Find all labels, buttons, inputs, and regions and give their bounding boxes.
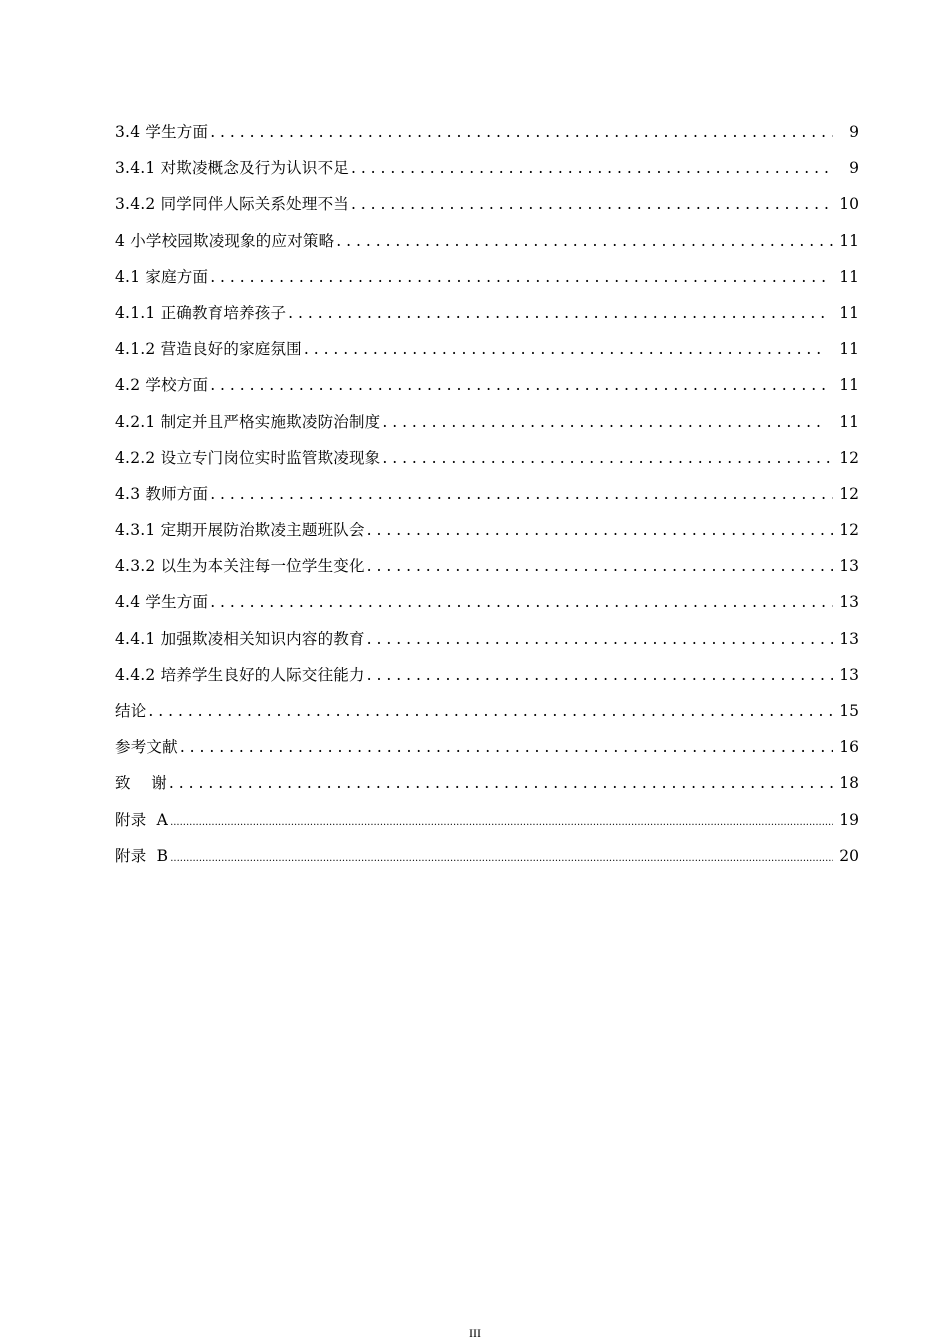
toc-leader: [169, 769, 833, 797]
toc-entry-page: 11: [839, 267, 859, 286]
toc-entry[interactable]: [115, 769, 859, 805]
toc-leader: [367, 516, 833, 544]
toc-leader: [170, 842, 833, 873]
toc-leader: [382, 408, 825, 436]
table-of-contents: [115, 118, 859, 882]
toc-entry-label: 附录 A: [115, 810, 169, 829]
toc-entry-page: 11: [839, 231, 859, 250]
toc-entry[interactable]: [115, 335, 859, 371]
toc-entry-label: 参考文献: [115, 738, 178, 757]
toc-entry-page: 19: [839, 810, 859, 829]
toc-entry[interactable]: [115, 842, 859, 882]
toc-entry-page: 9: [849, 159, 859, 178]
toc-entry-label: 致 谢: [115, 774, 167, 793]
toc-entry-label: 4.3.2 以生为本关注每一位学生变化: [115, 557, 365, 576]
toc-leader: [148, 697, 833, 725]
toc-leader: [304, 335, 825, 363]
toc-entry[interactable]: [115, 661, 859, 697]
toc-leader: [351, 154, 833, 182]
toc-entry[interactable]: [115, 118, 859, 154]
toc-entry[interactable]: [115, 625, 859, 661]
toc-entry-page: 15: [839, 702, 859, 720]
toc-entry-page: 11: [839, 340, 859, 359]
toc-entry-label: 附录 B: [115, 846, 169, 865]
toc-entry[interactable]: [115, 697, 859, 733]
toc-entry-page: 12: [839, 484, 859, 503]
toc-leader: [382, 444, 833, 472]
toc-entry[interactable]: [115, 263, 859, 299]
toc-entry-page: 18: [839, 774, 859, 793]
toc-entry-label: 4 小学校园欺凌现象的应对策略: [115, 231, 335, 250]
toc-entry-page: 11: [839, 303, 859, 322]
toc-entry-page: 13: [839, 629, 859, 648]
toc-leader: [210, 588, 833, 616]
toc-entry[interactable]: [115, 806, 859, 842]
toc-leader: [210, 480, 833, 508]
toc-leader: [367, 625, 833, 653]
toc-entry[interactable]: [115, 552, 859, 588]
toc-entry[interactable]: [115, 371, 859, 407]
toc-entry[interactable]: [115, 154, 859, 190]
toc-entry-label: 4.3.1 定期开展防治欺凌主题班队会: [115, 521, 365, 540]
toc-entry-label: 4.1 家庭方面: [115, 267, 209, 286]
toc-entry-label: 4.1.1 正确教育培养孩子: [115, 303, 287, 322]
toc-entry[interactable]: [115, 480, 859, 516]
toc-entry-label: 3.4 学生方面: [115, 123, 209, 141]
toc-entry-page: 13: [839, 557, 859, 576]
toc-leader: [170, 806, 833, 837]
page-number-footer: III: [469, 1326, 481, 1340]
toc-entry[interactable]: [115, 516, 859, 552]
toc-entry-page: 11: [839, 412, 859, 431]
toc-entry-label: 4.4 学生方面: [115, 593, 209, 612]
toc-entry-label: 结论: [115, 702, 147, 720]
toc-entry[interactable]: [115, 444, 859, 480]
toc-entry[interactable]: [115, 227, 859, 263]
toc-entry-page: 16: [839, 738, 859, 757]
toc-entry[interactable]: [115, 299, 859, 335]
toc-entry-label: 4.3 教师方面: [115, 484, 209, 503]
toc-entry[interactable]: [115, 190, 859, 226]
toc-entry-label: 4.2 学校方面: [115, 376, 209, 395]
toc-entry-page: 12: [839, 521, 859, 540]
toc-entry[interactable]: [115, 733, 859, 769]
toc-leader: [367, 552, 833, 580]
toc-entry-page: 20: [839, 846, 859, 865]
toc-entry-page: 13: [839, 593, 859, 612]
toc-entry-label: 3.4.2 同学同伴人际关系处理不当: [115, 195, 349, 214]
toc-leader: [210, 263, 825, 291]
toc-entry-label: 3.4.1 对欺凌概念及行为认识不足: [115, 159, 349, 178]
toc-entry-page: 11: [839, 376, 859, 395]
toc-entry[interactable]: [115, 408, 859, 444]
toc-entry-page: 13: [839, 665, 859, 684]
toc-entry-label: 4.4.2 培养学生良好的人际交往能力: [115, 665, 365, 684]
toc-leader: [288, 299, 825, 327]
toc-leader: [351, 190, 833, 218]
toc-leader: [367, 661, 833, 689]
toc-leader: [336, 227, 833, 255]
toc-entry[interactable]: [115, 588, 859, 624]
toc-leader: [180, 733, 833, 761]
toc-entry-label: 4.2.1 制定并且严格实施欺凌防治制度: [115, 412, 381, 431]
toc-entry-page: 10: [839, 195, 859, 214]
toc-leader: [210, 118, 833, 146]
toc-entry-label: 4.4.1 加强欺凌相关知识内容的教育: [115, 629, 365, 648]
toc-entry-label: 4.1.2 营造良好的家庭氛围: [115, 340, 302, 359]
toc-entry-label: 4.2.2 设立专门岗位实时监管欺凌现象: [115, 448, 381, 467]
toc-entry-page: 9: [849, 123, 859, 141]
toc-leader: [210, 371, 825, 399]
toc-entry-page: 12: [839, 448, 859, 467]
